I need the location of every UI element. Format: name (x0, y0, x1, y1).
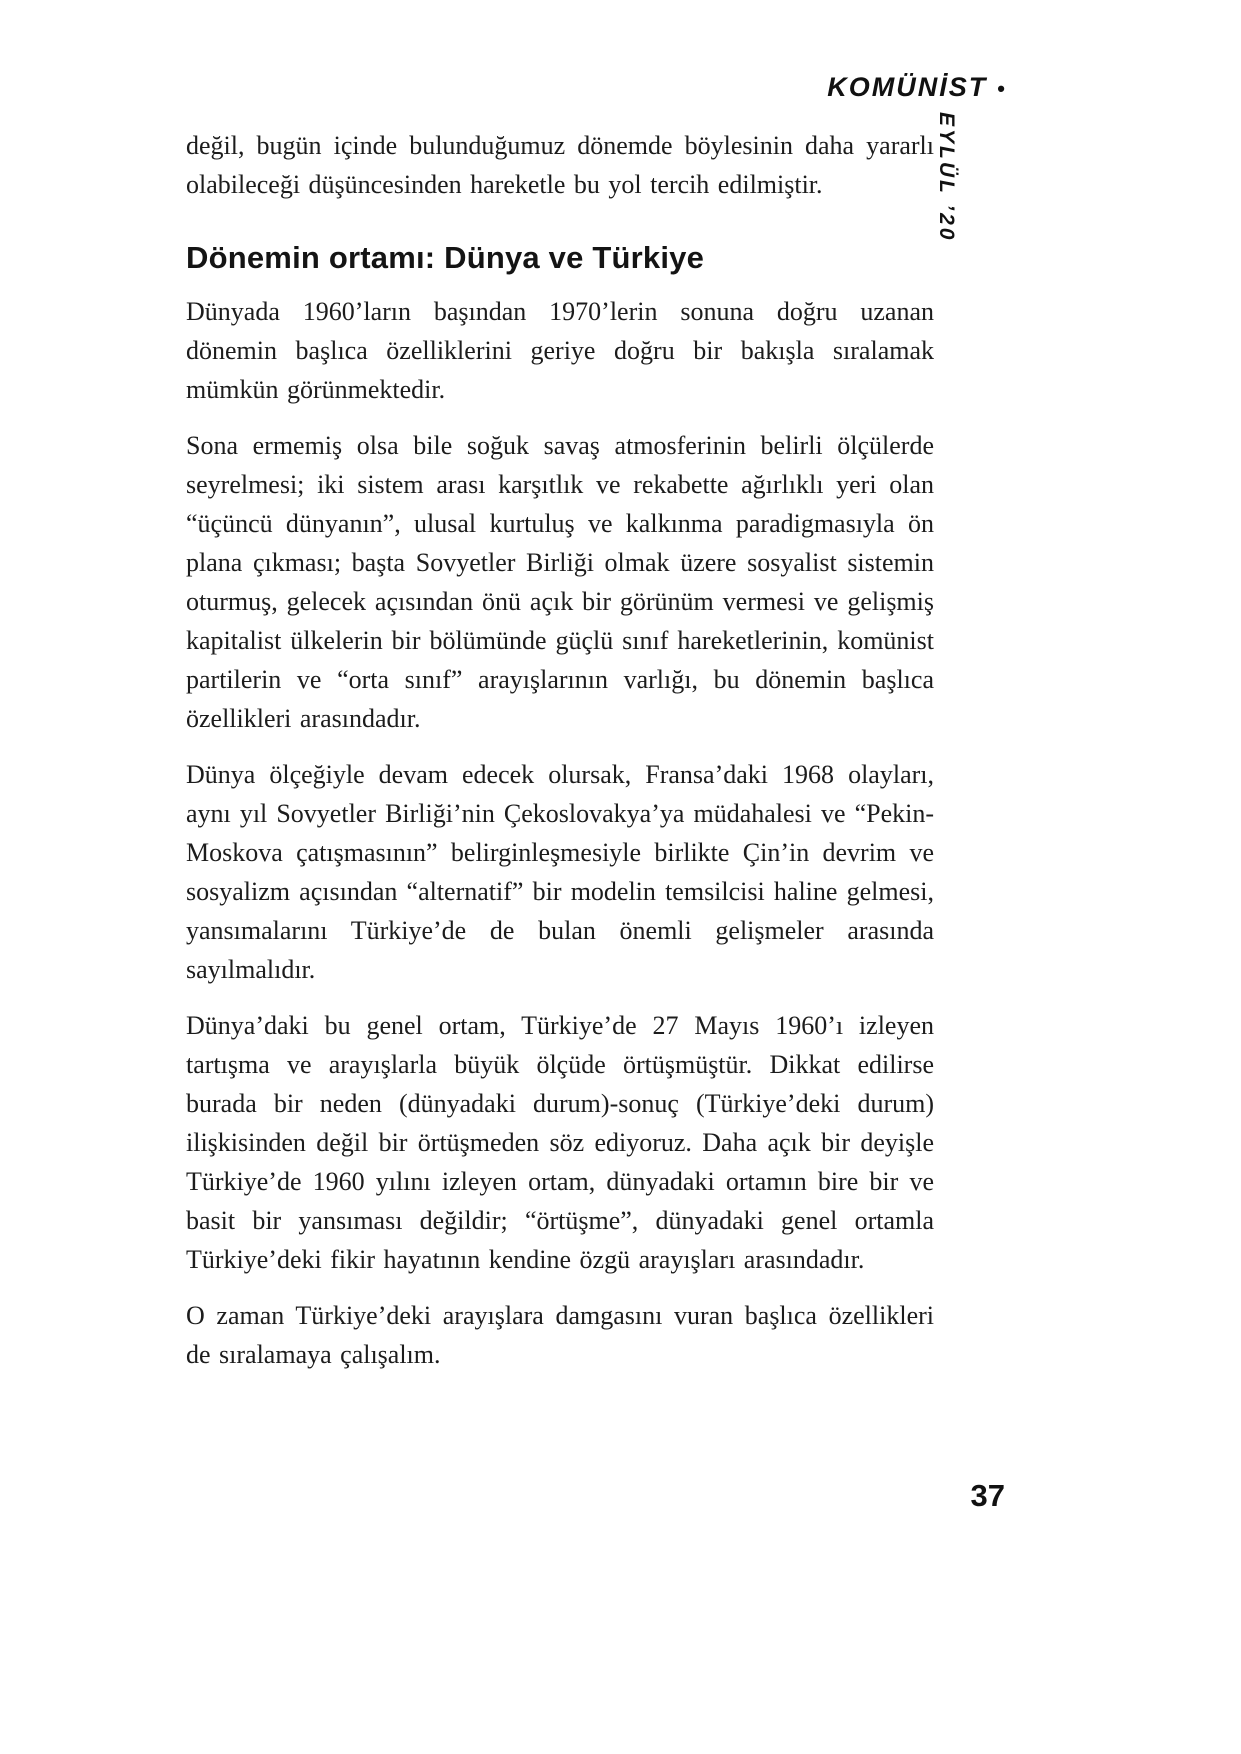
journal-title: KOMÜNİST (827, 72, 988, 102)
section-heading: Dönemin ortamı: Dünya ve Türkiye (186, 240, 705, 275)
paragraph: Dünyada 1960’ların başından 1970’lerin sonuna doğru uzanan dönemin başlıca özelliklerini geriye doğru bir bakışla sıralamak mümkün görünmektedir. (186, 297, 934, 404)
paragraph: O zaman Türkiye’deki arayışlara damgasını vuran başlıca özellikleri de sıralamaya çalışalım. (186, 1301, 934, 1369)
running-header (700, 72, 1005, 103)
page-content (186, 126, 934, 1391)
paragraph: Sona ermemiş olsa bile soğuk savaş atmosferinin belirli ölçülerde seyrelmesi; iki sistem arası karşıtlık ve rekabette ağırlıklı yeri olan “üçüncü dünyanın”, ulusal kurtuluş ve kalkınma paradigmasıyla ön plana çıkması; başta Sovyetler Birliği olmak üzere sosyalist sistemin oturmuş, gelecek açısından önü açık bir görünüm vermesi ve gelişmiş kapitalist ülkelerin bir bölümünde güçlü sınıf hareketlerinin, komünist partilerin ve “orta sınıf” arayışlarının varlığı, bu dönemin başlıca özellikleri arasındadır. (186, 431, 934, 733)
page-number: 37 (970, 1478, 1005, 1513)
paragraph: Dünya ölçeğiyle devam edecek olursak, Fransa’daki 1968 olayları, aynı yıl Sovyetler Birliği’nin Çekoslovakya’ya müdahalesi ve “Pekin-Moskova çatışmasının” belirginleşmesiyle birlikte Çin’in devrim ve sosyalizm açısından “alternatif” bir modelin temsilcisi haline gelmesi, yansımalarını Türkiye’de de bulan önemli gelişmeler arasında sayılmalıdır. (186, 760, 934, 984)
header-bullet-icon: • (997, 76, 1005, 101)
paragraph: Dünya’daki bu genel ortam, Türkiye’de 27 Mayıs 1960’ı izleyen tartışma ve arayışlarla büyük ölçüde örtüşmüştür. Dikkat edilirse burada bir neden (dünyadaki durum)-sonuç (Türkiye’deki durum) ilişkisinden değil bir örtüşmeden söz ediyoruz. Daha açık bir deyişle Türkiye’de 1960 yılını izleyen ortam, dünyadaki ortamın bire bir ve basit bir yansıması değildir; “örtüşme”, dünyadaki genel ortamla Türkiye’deki fikir hayatının kendine özgü arayışları arasındadır. (186, 1011, 934, 1274)
issue-date-label: EYLÜL ’20 (935, 112, 958, 243)
continuation-paragraph: değil, bugün içinde bulunduğumuz dönemde böylesinin daha yararlı olabileceği düşüncesinden hareketle bu yol tercih edilmiştir. (186, 131, 934, 199)
